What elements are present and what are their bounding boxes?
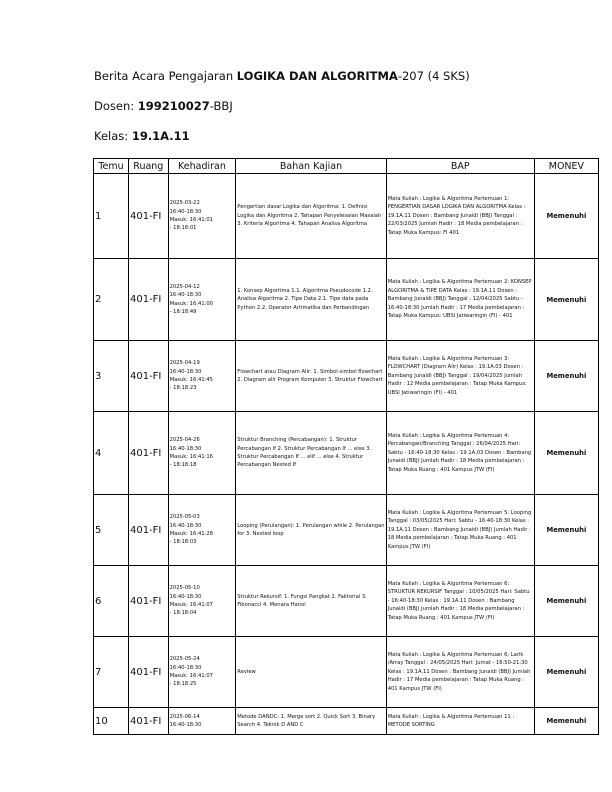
kehadiran-slot: 16:40-18:30 <box>169 445 202 452</box>
cell-bahan-kajian: 1. Konsep Algoritma 1.1. Algoritma Pseudocode 1.2. Analisa Algoritma 2. Tipe Data 2.1. Tipe data pada Python 2.2. Operator Aritmatika dan Perbandingan <box>236 259 386 341</box>
col-header-monev: MONEV <box>534 159 598 174</box>
dosen-suffix: -BBJ <box>209 99 233 113</box>
cell-kehadiran <box>168 495 236 566</box>
table-row <box>94 174 599 259</box>
col-header-kehadiran: Kehadiran <box>168 159 236 174</box>
cell-bap: Mata Kuliah : Logika & Algoritma Pertemuan 6: Larik /Array Tanggal : 24/05/2025 Hari: Jumat - 16:50-21:30 Kelas : 19.1A.11 Dosen : Bambang Junaidi (BBJ) Jumlah Hadir : 17 Media pembelajaran : Tatap Muka Ruang : 401 Kampus JTW (FI) <box>386 637 534 708</box>
cell-temu: 1 <box>94 174 129 259</box>
cell-temu: 6 <box>94 566 129 637</box>
cell-kehadiran <box>168 174 236 259</box>
table-row <box>94 412 599 495</box>
cell-monev: Memenuhi <box>534 495 598 566</box>
dosen-id: 199210027 <box>137 99 210 113</box>
cell-ruang: 401-FI <box>128 174 168 259</box>
kehadiran-keluar: - 18:18:49 <box>169 308 197 315</box>
col-header-temu: Temu <box>94 159 129 174</box>
cell-ruang: 401-FI <box>128 637 168 708</box>
cell-bap: Mata Kuliah : Logika & Algoritma Pertemuan 6: STRUKTUR REKURSIF Tanggal : 10/05/2025 Hari: Sabtu - 16:40-18:30 Kelas : 19.1A.11 Dosen : Bambang Junaidi (BBJ) Jumlah Hadir : 18 Media pembelajaran : Tatap Muka Ruang : 401 Kampus JTW (FI) <box>386 566 534 637</box>
kehadiran-slot: 16:40-18:30 <box>169 292 202 299</box>
cell-monev: Memenuhi <box>534 708 598 735</box>
cell-ruang: 401-FI <box>128 259 168 341</box>
cell-ruang: 401-FI <box>128 708 168 735</box>
cell-monev: Memenuhi <box>534 412 598 495</box>
kehadiran-slot: 16:40-18:30 <box>169 368 202 375</box>
cell-monev: Memenuhi <box>534 637 598 708</box>
kehadiran-masuk: Masuk: 16:41:00 <box>169 300 213 307</box>
cell-kehadiran <box>168 259 236 341</box>
cell-kehadiran <box>168 708 236 735</box>
kehadiran-masuk: Masuk: 16:41:28 <box>169 531 213 537</box>
kehadiran-slot: 16:40-18:30 <box>169 593 202 600</box>
cell-monev: Memenuhi <box>534 174 598 259</box>
kehadiran-keluar: - 18:18:04 <box>169 610 197 617</box>
kehadiran-keluar: - 18:18:18 <box>169 462 197 469</box>
cell-bahan-kajian: Pengertian dasar Logika dan Algoritma: 1. Definisi Logika dan Algoritma 2. Tahapan Penyelesaian Masalah 3. Kriteria Algoritma 4. Tahapan Analisa Algoritma <box>236 174 386 259</box>
table-row <box>94 637 599 708</box>
kehadiran-date: 2025-04-19 <box>169 360 200 367</box>
cell-temu: 2 <box>94 259 129 341</box>
kehadiran-date: 2025-03-22 <box>169 200 200 207</box>
cell-temu: 7 <box>94 637 129 708</box>
cell-ruang: 401-FI <box>128 495 168 566</box>
kehadiran-date: 2025-05-10 <box>169 585 200 592</box>
cell-kehadiran <box>168 637 236 708</box>
kehadiran-date: 2025-05-03 <box>169 514 200 521</box>
cell-bap: Mata Kuliah : Logika & Algoritma Pertemuan 3: FLOWCHART (Diagram Alir) Kelas : 19.1A.03 Dosen : Bambang Junaidi (BBJ) Tanggal : 19/04/2025 Jumlah Hadir : 12 Media pembelajaran : Tatap Muka Kampus: UBSI Jatiwaringin (FI) - 401 <box>386 341 534 412</box>
cell-kehadiran <box>168 341 236 412</box>
kehadiran-keluar: - 18:18:01 <box>169 225 197 232</box>
kehadiran-date: 2025-06-14 <box>169 713 200 720</box>
cell-bap: Mata Kuliah : Logika & Algoritma Pertemuan 1: PENGERTIAN DASAR LOGIKA DAN ALGORITMA Kelas : 19.1A.11 Dosen : Bambang Junaidi (BBJ) Tanggal : 22/03/2025 Jumlah Hadir : 18 Media pembelajaran : Tatap Muka Kampus: FI 401 <box>386 174 534 259</box>
kehadiran-slot: 16:40-18:30 <box>169 664 202 671</box>
kehadiran-slot: 16:40-18:30 <box>169 722 202 728</box>
kehadiran-keluar: - 18:18:23 <box>169 385 197 392</box>
cell-bahan-kajian: Review <box>236 637 386 708</box>
cell-bahan-kajian: Metode DANDC: 1. Merge sort 2. Quick Sort 3. Binary Search 4. Teknik D AND C <box>236 708 386 735</box>
kehadiran-masuk: Masuk: 16:41:45 <box>169 377 213 383</box>
cell-kehadiran <box>168 412 236 495</box>
kelas-line <box>94 129 190 143</box>
table-row <box>94 259 599 341</box>
cell-temu: 5 <box>94 495 129 566</box>
col-header-ruang: Ruang <box>128 159 168 174</box>
cell-ruang: 401-FI <box>128 412 168 495</box>
cell-bahan-kajian: Looping (Perulangan): 1. Perulangan while 2. Perulangan for 3. Nested loop <box>236 495 386 566</box>
bap-table <box>93 158 599 735</box>
cell-bahan-kajian: Struktur Branching (Percabangan): 1. Struktur Percabangan If 2. Struktur Percabangan If ... else 3. Struktur Percabangan If ... elif ... else 4. Struktur Percabangan Nested If <box>236 412 386 495</box>
table-row <box>94 708 599 735</box>
cell-monev: Memenuhi <box>534 341 598 412</box>
kehadiran-masuk: Masuk: 16:41:07 <box>169 673 213 679</box>
kehadiran-slot: 16:40-18:30 <box>169 208 202 215</box>
col-header-bahan-kajian: Bahan Kajian <box>236 159 386 174</box>
cell-bap: Mata Kuliah : Logika & Algoritma Pertemuan 2: KONSEP ALGORITMA & TIPE DATA Kelas : 19.1A.11 Dosen : Bambang Junaidi (BBJ) Tanggal : 12/04/2025 Sabtu - 16:40-18:30 Jumlah Hadir : 17 Media pembelajaran : Tatap Muka Kampus: UBSI Jatiwaringin (FI) - 401 <box>386 259 534 341</box>
col-header-bap: BAP <box>386 159 534 174</box>
cell-monev: Memenuhi <box>534 259 598 341</box>
dosen-line <box>94 99 233 113</box>
kehadiran-masuk: Masuk: 16:41:07 <box>169 602 213 608</box>
kelas-value: 19.1A.11 <box>131 129 190 143</box>
cell-bahan-kajian: Struktur Rekursif: 1. Fungsi Pangkat 2. Faktorial 3. Fibonacci 4. Menara Hanoi <box>236 566 386 637</box>
kehadiran-masuk: Masuk: 16:41:01 <box>169 217 213 223</box>
cell-kehadiran <box>168 566 236 637</box>
title-prefix: Berita Acara Pengajaran <box>94 69 234 83</box>
kehadiran-date: 2025-04-26 <box>169 437 200 444</box>
cell-ruang: 401-FI <box>128 341 168 412</box>
cell-monev: Memenuhi <box>534 566 598 637</box>
course-name: LOGIKA DAN ALGORITMA <box>236 69 398 83</box>
table-row <box>94 341 599 412</box>
kehadiran-slot: 16:40-18:30 <box>169 522 202 529</box>
kelas-label: Kelas: <box>94 129 129 143</box>
cell-ruang: 401-FI <box>128 566 168 637</box>
cell-bap: Mata Kuliah : Logika & Algoritma Pertemuan 11 : METODE SORTING <box>386 708 534 735</box>
cell-bap: Mata Kuliah : Logika & Algoritma Pertemuan 4: Percabangan/Branching Tanggal : 26/04/2025 Hari: Sabtu - 16:40-18:30 Kelas : 19.1A.03 Dosen : Bambang Junaidi (BBJ) Jumlah Hadir : 18 Media pembelajaran : Tatap Muka Ruang : 401 Kampus JTW (FI) <box>386 412 534 495</box>
table-header-row <box>94 159 599 174</box>
table-row <box>94 495 599 566</box>
document-title <box>94 69 470 83</box>
kehadiran-keluar: - 18:18:03 <box>169 539 197 546</box>
kehadiran-masuk: Masuk: 16:41:16 <box>169 454 213 460</box>
course-suffix: -207 (4 SKS) <box>397 69 470 83</box>
cell-temu: 4 <box>94 412 129 495</box>
cell-temu: 10 <box>94 708 129 735</box>
cell-temu: 3 <box>94 341 129 412</box>
kehadiran-date: 2025-05-24 <box>169 656 200 663</box>
dosen-label: Dosen: <box>94 99 135 113</box>
table-row <box>94 566 599 637</box>
cell-bahan-kajian: Flowchart atau Diagram Alir: 1. Simbol-simbol flowchart 2. Diagram alir Program Komputer 3. Struktur Flowchart <box>236 341 386 412</box>
kehadiran-date: 2025-04-12 <box>169 283 200 290</box>
cell-bap: Mata Kuliah : Logika & Algoritma Pertemuan 5: Looping Tanggal : 03/05/2025 Hari: Sabtu - 16:40-18:30 Kelas : 19.1A.11 Dosen : Bambang Junaidi (BBJ) Jumlah Hadir : 18 Media pembelajaran : Tatap Muka Ruang : 401 Kampus JTW (FI) <box>386 495 534 566</box>
kehadiran-keluar: - 18:18:25 <box>169 681 197 688</box>
